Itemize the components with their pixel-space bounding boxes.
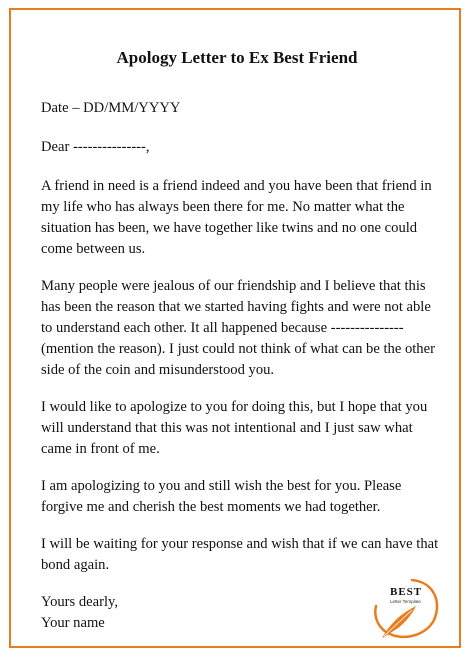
logo-word: BEST	[390, 586, 423, 598]
paragraph-5: I will be waiting for your response and wish that if we can have that bond again.	[41, 536, 439, 573]
best-letter-template-logo	[372, 576, 444, 642]
letter-title: Apology Letter to Ex Best Friend	[116, 48, 358, 67]
paragraph-2: Many people were jealous of our friendship and I believe that this has been the reason that we started having fights and were not able to understand each other. It all happened because --------------- (mention the reason). I just could not think of what can be the other side of the coin and misunderstood you.	[41, 278, 435, 378]
paragraph-4: I am apologizing to you and still wish the best for you. Please forgive me and cherish the best moments we had together.	[41, 478, 402, 515]
closing-line: Yours dearly,	[41, 594, 119, 610]
paragraph-1: A friend in need is a friend indeed and you have been that friend in my life who has always been there for me. No matter what the situation has been, we have together like twins and no one could come between us.	[41, 178, 432, 257]
paragraph-3: I would like to apologize to you for doing this, but I hope that you will understand that this was not intentional and I just saw what came in front of me.	[41, 399, 428, 457]
signature-line: Your name	[41, 615, 105, 631]
letter-body	[41, 98, 441, 634]
salutation: Dear ---------------,	[41, 139, 150, 155]
logo-subtitle: Letter Template	[390, 599, 421, 604]
date-line: Date – DD/MM/YYYY	[41, 100, 181, 116]
